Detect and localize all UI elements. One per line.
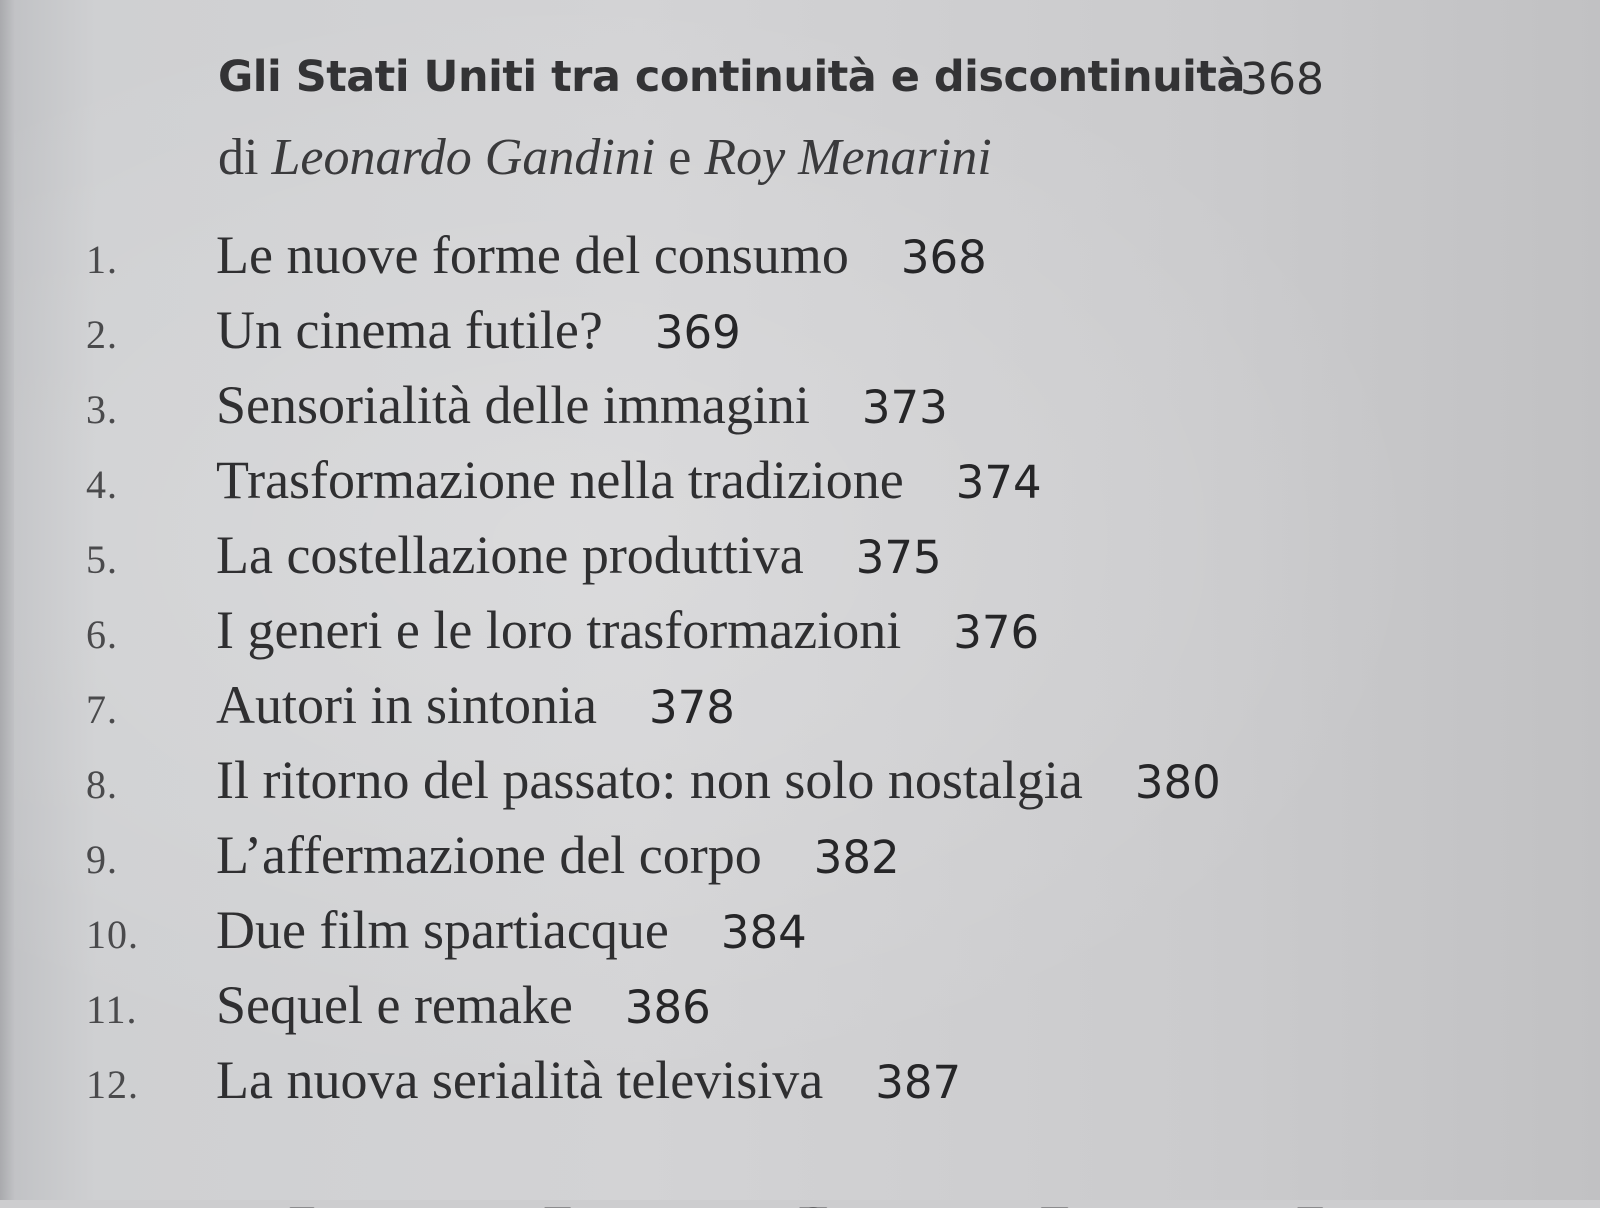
author-name: Roy Menarini (704, 129, 992, 186)
toc-entry-number: 6. (86, 612, 118, 657)
toc-entry (0, 599, 1600, 674)
toc-entry-title: Due film spartiacque (216, 900, 669, 960)
toc-entry-page: 384 (720, 906, 807, 959)
section-page-number: 368 (1240, 54, 1324, 105)
toc-entry-number: 3. (86, 387, 118, 432)
toc-entry-number: 1. (86, 237, 118, 282)
byline-join: e (655, 129, 705, 186)
toc-entry-title: La costellazione produttiva (216, 525, 804, 585)
toc-entry (0, 299, 1600, 374)
toc-entry-number: 10. (86, 912, 139, 957)
toc-entry-number: 12. (86, 1062, 139, 1107)
toc-entry (0, 674, 1600, 749)
toc-entry-title: Sequel e remake (216, 975, 573, 1035)
toc-entry-page: 369 (654, 306, 741, 359)
toc-entry-page: 387 (875, 1056, 962, 1109)
toc-entry-title: L’affermazione del corpo (216, 825, 762, 885)
toc-entry-page: 376 (953, 606, 1040, 659)
toc-entry-title: I generi e le loro trasformazioni (216, 600, 902, 660)
toc-entry (0, 524, 1600, 599)
toc-entry-page: 380 (1134, 756, 1221, 809)
toc-entry-title: Trasformazione nella tradizione (216, 450, 904, 510)
toc-entry (0, 374, 1600, 449)
toc-entry-page: 373 (861, 381, 948, 434)
section-byline (218, 128, 992, 187)
toc-entry (0, 1049, 1600, 1124)
toc-entry-title: Autori in sintonia (216, 675, 597, 735)
table-of-contents (0, 224, 1600, 1124)
toc-entry-page: 374 (955, 456, 1042, 509)
toc-entry-number: 8. (86, 762, 118, 807)
toc-entry-page: 378 (648, 681, 735, 734)
toc-entry (0, 224, 1600, 299)
toc-entry-title: Il ritorno del passato: non solo nostalgia (216, 750, 1083, 810)
toc-entry (0, 449, 1600, 524)
byline-prefix: di (218, 129, 272, 186)
toc-entry-title: Le nuove forme del consumo (216, 225, 849, 285)
toc-entry-title: La nuova serialità televisiva (216, 1050, 824, 1110)
toc-entry-page: 368 (900, 231, 987, 284)
section-title: Gli Stati Uniti tra continuità e discontinuità (218, 52, 1245, 102)
toc-entry-number: 2. (86, 312, 118, 357)
toc-entry-number: 11. (86, 987, 138, 1032)
toc-entry-page: 382 (813, 831, 900, 884)
toc-entry-title: Sensorialità delle immagini (216, 375, 810, 435)
toc-entry-page: 386 (624, 981, 711, 1034)
toc-entry-number: 4. (86, 462, 118, 507)
toc-entry (0, 974, 1600, 1049)
toc-entry (0, 824, 1600, 899)
toc-entry-number: 7. (86, 687, 118, 732)
author-name: Leonardo Gandini (271, 129, 656, 186)
toc-entry-number: 9. (86, 837, 118, 882)
toc-entry-title: Un cinema futile? (216, 300, 603, 360)
toc-entry-page: 375 (855, 531, 942, 584)
toc-entry (0, 899, 1600, 974)
toc-entry (0, 749, 1600, 824)
toc-entry-number: 5. (86, 537, 118, 582)
cut-off-heading-fragment (160, 1168, 1580, 1208)
